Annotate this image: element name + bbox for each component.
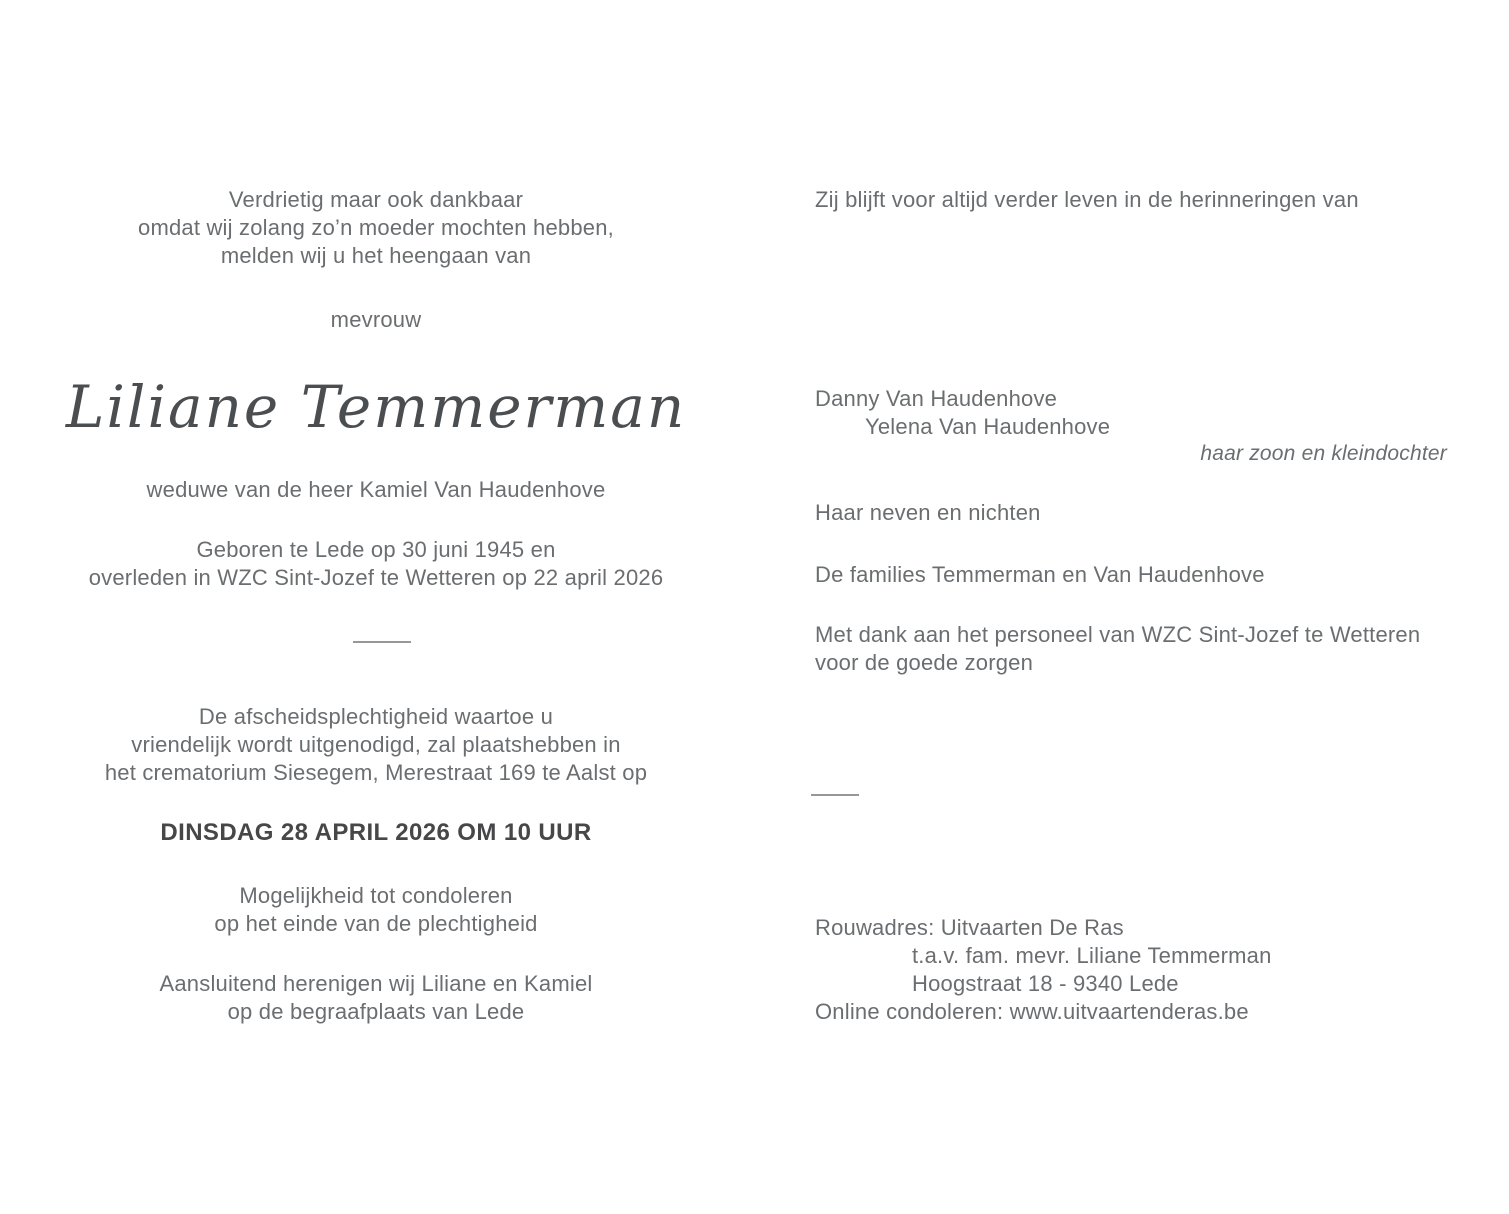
- families-line: De families Temmerman en Van Haudenhove: [815, 562, 1265, 587]
- ceremony-datetime: DINSDAG 28 APRIL 2026 OM 10 UUR: [160, 819, 592, 846]
- mourning-address-line: [815, 914, 1447, 942]
- mourning-address-label: Rouwadres:: [815, 915, 935, 940]
- nieces-line: Haar neven en nichten: [815, 500, 1041, 525]
- condolence-line: Mogelijkheid tot condoleren: [239, 883, 513, 908]
- thanks-text: [815, 621, 1447, 677]
- relative-name: Danny Van Haudenhove: [815, 386, 1058, 411]
- ceremony-line: De afscheidsplechtigheid waartoe u: [198, 704, 554, 729]
- condolence-line: op het einde van de plechtigheid: [214, 911, 538, 936]
- memory-line: Zij blijft voor altijd verder leven in de herinneringen van: [815, 187, 1359, 212]
- deceased-name: Liliane Temmerman: [65, 373, 687, 441]
- intro-text: [60, 186, 692, 270]
- death-line: overleden in WZC Sint-Jozef te Wetteren op 22 april 2026: [88, 565, 664, 590]
- left-divider: [353, 641, 411, 643]
- life-dates: [60, 536, 692, 592]
- relative-name: Yelena Van Haudenhove: [865, 414, 1111, 439]
- intro-line: melden wij u het heengaan van: [220, 243, 532, 268]
- right-divider: [811, 794, 859, 796]
- intro-line: omdat wij zolang zo’n moeder mochten hebben,: [138, 215, 614, 240]
- relatives-list: [815, 385, 1447, 441]
- ceremony-line: het crematorium Siesegem, Merestraat 169 te Aalst op: [104, 760, 648, 785]
- thanks-line: voor de goede zorgen: [815, 650, 1034, 675]
- condolence-text: [60, 882, 692, 938]
- mourning-address: [815, 914, 1447, 1026]
- funeral-home-name: Uitvaarten De Ras: [940, 915, 1124, 940]
- mourning-address-line: Hoogstraat 18 - 9340 Lede: [912, 971, 1179, 996]
- intro-line: Verdrietig maar ook dankbaar: [228, 187, 524, 212]
- reunion-line: Aansluitend herenigen wij Liliane en Kamiel: [159, 971, 593, 996]
- salutation: mevrouw: [330, 307, 422, 332]
- relatives-role: haar zoon en kleindochter: [1200, 442, 1447, 465]
- mourning-address-line: t.a.v. fam. mevr. Liliane Temmerman: [912, 943, 1272, 968]
- ceremony-line: vriendelijk wordt uitgenodigd, zal plaatshebben in: [131, 732, 621, 757]
- reunion-text: [60, 970, 692, 1026]
- birth-line: Geboren te Lede op 30 juni 1945 en: [196, 537, 556, 562]
- widow-line: weduwe van de heer Kamiel Van Haudenhove: [146, 477, 606, 502]
- ceremony-text: [60, 703, 692, 787]
- thanks-line: Met dank aan het personeel van WZC Sint-Jozef te Wetteren: [815, 622, 1421, 647]
- reunion-line: op de begraafplaats van Lede: [227, 999, 525, 1024]
- online-condolence-line: Online condoleren: www.uitvaartenderas.be: [815, 999, 1249, 1024]
